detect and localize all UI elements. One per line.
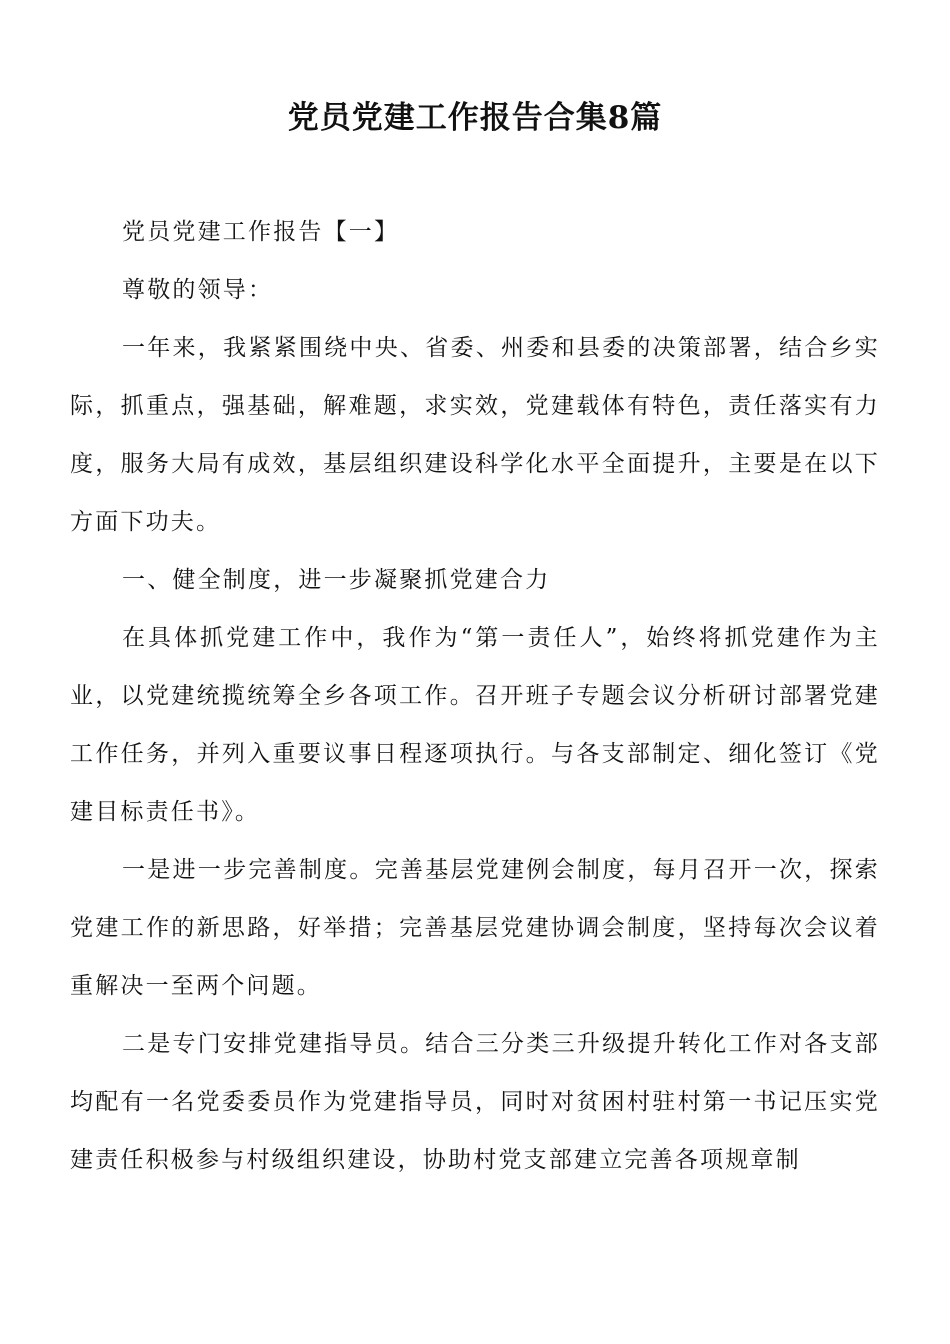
body-paragraph: 二是专门安排党建指导员。结合三分类三升级提升转化工作对各支部均配有一名党委委员作为党建指导员，同时对贫困村驻村第一书记压实党建责任积极参与村级组织建设，协助村党支部建立完善各项规章制 [70, 1031, 880, 1173]
body-paragraph: 在具体抓党建工作中，我作为“第一责任人”，始终将抓党建作为主业，以党建统揽统筹全乡各项工作。召开班子专题会议分析研讨部署党建工作任务，并列入重要议事日程逐项执行。与各支部制定、细化签订《党建目标责任书》。 [70, 625, 880, 825]
document-body [70, 203, 880, 1189]
section-heading-report-one: 党员党建工作报告【一】 [122, 219, 400, 245]
intro-paragraph: 一年来，我紧紧围绕中央、省委、州委和县委的决策部署，结合乡实际，抓重点，强基础，解难题，求实效，党建载体有特色，责任落实有力度，服务大局有成效，基层组织建设科学化水平全面提升，主要是在以下方面下功夫。 [70, 335, 880, 535]
document-title: 党员党建工作报告合集8篇 [287, 100, 663, 136]
body-paragraph: 一是进一步完善制度。完善基层党建例会制度，每月召开一次，探索党建工作的新思路，好举措；完善基层党建协调会制度，坚持每次会议着重解决一至两个问题。 [70, 857, 880, 999]
salutation: 尊敬的领导： [122, 277, 274, 303]
section-heading-one: 一、健全制度，进一步凝聚抓党建合力 [122, 567, 551, 593]
